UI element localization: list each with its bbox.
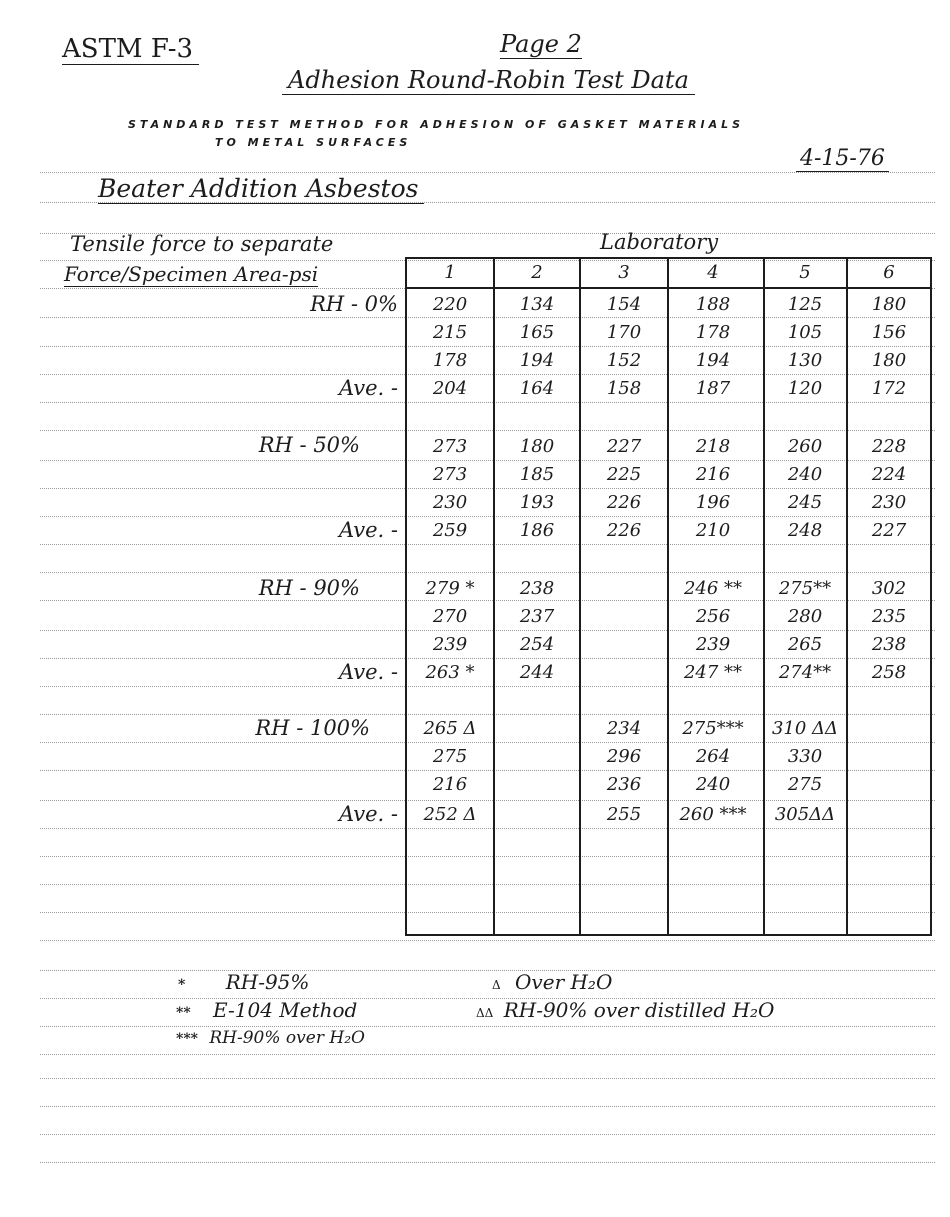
table-cell: 275*** (682, 718, 744, 739)
footnote-1 (178, 970, 309, 994)
table-cell: 230 (871, 492, 907, 513)
footnote-4 (492, 970, 612, 994)
table-description-2: Force/Specimen Area-psi (64, 262, 319, 286)
ave-label-rh-90: Ave. - (338, 660, 398, 684)
table-cell: 188 (695, 294, 731, 315)
average-cell: 204 (432, 378, 468, 399)
table-cell: 228 (871, 436, 907, 457)
column-header-2: 2 (531, 262, 543, 283)
table-cell: 240 (695, 774, 731, 795)
table-cell: 165 (519, 322, 555, 343)
table-cell: 225 (606, 464, 642, 485)
group-label-rh-0: RH - 0% (310, 292, 398, 316)
table-cell: 246 ** (683, 578, 743, 599)
table-cell: 273 (432, 464, 468, 485)
table-cell: 154 (606, 294, 642, 315)
table-cell: 245 (787, 492, 823, 513)
table-cell: 230 (432, 492, 468, 513)
average-cell: 263 * (425, 662, 475, 683)
table-cell: 275 (787, 774, 823, 795)
footnote-2 (176, 998, 357, 1022)
table-cell: 240 (787, 464, 823, 485)
table-cell: 194 (519, 350, 555, 371)
table-cell: 170 (606, 322, 642, 343)
table-cell: 185 (519, 464, 555, 485)
average-cell: 210 (695, 520, 731, 541)
average-cell: 259 (432, 520, 468, 541)
table-cell: 239 (432, 634, 468, 655)
table-cell: 130 (787, 350, 823, 371)
table-cell: 216 (432, 774, 468, 795)
average-cell: 274** (778, 662, 832, 683)
date: 4-15-76 (796, 146, 889, 172)
average-cell: 226 (606, 520, 642, 541)
average-cell: 227 (871, 520, 907, 541)
footnote-2-symbol: ** (176, 1005, 191, 1021)
material-name: Beater Addition Asbestos (98, 174, 424, 204)
average-cell: 305ΔΔ (774, 804, 836, 825)
table-cell: 216 (695, 464, 731, 485)
group-label-rh-90: RH - 90% (258, 576, 360, 600)
average-cell: 158 (606, 378, 642, 399)
column-header-4: 4 (707, 262, 719, 283)
table-cell: 270 (432, 606, 468, 627)
footnote-5-symbol: ΔΔ (476, 1006, 494, 1020)
footnote-3-text: RH-90% over H₂O (209, 1028, 365, 1048)
average-cell: 120 (787, 378, 823, 399)
table-cell: 302 (871, 578, 907, 599)
table-cell: 227 (606, 436, 642, 457)
table-cell: 238 (871, 634, 907, 655)
table-cell: 234 (606, 718, 642, 739)
footnote-2-text: E-104 Method (213, 998, 358, 1022)
footnote-1-symbol: * (178, 977, 186, 993)
table-cell: 194 (695, 350, 731, 371)
table-cell: 193 (519, 492, 555, 513)
table-cell: 226 (606, 492, 642, 513)
table-cell: 196 (695, 492, 731, 513)
table-cell: 279 * (425, 578, 475, 599)
average-cell: 164 (519, 378, 555, 399)
average-cell: 172 (871, 378, 907, 399)
table-cell: 239 (695, 634, 731, 655)
table-cell: 235 (871, 606, 907, 627)
table-cell: 254 (519, 634, 555, 655)
table-cell: 215 (432, 322, 468, 343)
page-title: Adhesion Round-Robin Test Data (282, 66, 695, 95)
table-cell: 275** (778, 578, 832, 599)
column-header-6: 6 (883, 262, 895, 283)
footnote-3 (176, 1028, 365, 1048)
table-cell: 236 (606, 774, 642, 795)
table-cell: 180 (871, 294, 907, 315)
table-cell: 280 (787, 606, 823, 627)
table-cell: 260 (787, 436, 823, 457)
column-header-5: 5 (799, 262, 811, 283)
table-cell: 275 (432, 746, 468, 767)
ave-label-rh-50: Ave. - (338, 518, 398, 542)
average-cell: 258 (871, 662, 907, 683)
average-cell: 255 (606, 804, 642, 825)
table-cell: 218 (695, 436, 731, 457)
table-cell: 152 (606, 350, 642, 371)
table-cell: 296 (606, 746, 642, 767)
ave-label-rh-100: Ave. - (338, 802, 398, 826)
footnote-3-symbol: *** (176, 1031, 198, 1047)
average-cell: 187 (695, 378, 731, 399)
column-header-1: 1 (444, 262, 456, 283)
footnote-1-text: RH-95% (225, 970, 310, 994)
table-cell: 224 (871, 464, 907, 485)
group-label-rh-50: RH - 50% (258, 433, 360, 457)
column-header-3: 3 (618, 262, 630, 283)
table-cell: 178 (695, 322, 731, 343)
table-cell: 265 Δ (423, 718, 477, 739)
table-cell: 265 (787, 634, 823, 655)
group-label-rh-100: RH - 100% (255, 716, 370, 740)
footnote-4-symbol: Δ (492, 978, 501, 992)
table-cell: 237 (519, 606, 555, 627)
table-cell: 125 (787, 294, 823, 315)
footnote-5 (476, 998, 774, 1022)
table-cell: 330 (787, 746, 823, 767)
laboratory-header: Laboratory (600, 230, 719, 254)
page-label: Page 2 (500, 30, 582, 58)
standard-line-2: TO METAL SURFACES (215, 136, 412, 149)
table-description-1: Tensile force to separate (70, 232, 334, 256)
ave-label-rh-0: Ave. - (338, 376, 398, 400)
average-cell: 247 ** (683, 662, 743, 683)
table-cell: 156 (871, 322, 907, 343)
table-cell: 134 (519, 294, 555, 315)
table-cell: 105 (787, 322, 823, 343)
table-cell: 180 (871, 350, 907, 371)
average-cell: 260 *** (679, 804, 747, 825)
average-cell: 252 Δ (423, 804, 477, 825)
average-cell: 186 (519, 520, 555, 541)
table-cell: 310 ΔΔ (771, 718, 839, 739)
table-cell: 256 (695, 606, 731, 627)
table-cell: 238 (519, 578, 555, 599)
table-cell: 264 (695, 746, 731, 767)
average-cell: 244 (519, 662, 555, 683)
table-cell: 273 (432, 436, 468, 457)
col-divider-3 (667, 257, 669, 936)
doc-id: ASTM F-3 (62, 34, 199, 65)
average-cell: 248 (787, 520, 823, 541)
standard-line-1: STANDARD TEST METHOD FOR ADHESION OF GASKET MATERIALS (128, 118, 745, 131)
table-cell: 220 (432, 294, 468, 315)
table-cell: 178 (432, 350, 468, 371)
table-cell: 180 (519, 436, 555, 457)
footnote-5-text: RH-90% over distilled H₂O (503, 998, 775, 1022)
footnote-4-text: Over H₂O (515, 970, 613, 994)
